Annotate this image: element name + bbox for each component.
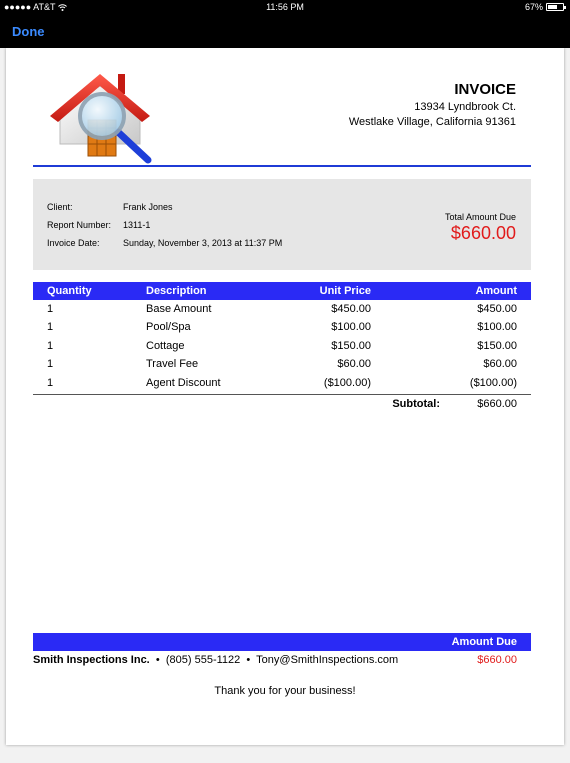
total-amount-due-label: Total Amount Due <box>444 212 516 222</box>
row-description: Agent Discount <box>146 376 221 389</box>
row-description: Travel Fee <box>146 358 199 371</box>
battery-fill <box>548 5 557 9</box>
subtotal-row <box>33 395 531 413</box>
invoice-header <box>349 81 516 130</box>
status-bar <box>0 0 570 15</box>
status-time: 11:56 PM <box>266 2 304 12</box>
row-amount: $100.00 <box>477 321 517 334</box>
header-quantity: Quantity <box>47 285 92 297</box>
subtotal-value: $660.00 <box>477 397 517 410</box>
row-description: Pool/Spa <box>146 321 191 334</box>
address-line-1: 13934 Lyndbrook Ct. <box>414 101 516 113</box>
footer-contact-line <box>33 654 531 666</box>
row-description: Cottage <box>146 339 185 352</box>
table-row <box>33 318 531 336</box>
company-phone: (805) 555-1122 <box>165 654 241 666</box>
report-number-label: Report Number: <box>47 220 112 230</box>
amount-due-header <box>33 633 531 651</box>
client-row <box>47 202 173 212</box>
row-amount: $60.00 <box>483 358 517 371</box>
row-unit-price: ($100.00) <box>323 376 371 389</box>
total-amount-due-value: $660.00 <box>450 223 516 243</box>
done-button[interactable]: Done <box>12 24 45 39</box>
invoice-date-value: Sunday, November 3, 2013 at 11:37 PM <box>123 238 283 248</box>
header-description: Description <box>146 285 207 297</box>
table-header <box>33 282 531 300</box>
client-value: Frank Jones <box>123 202 173 212</box>
amount-due-label: Amount Due <box>451 636 517 648</box>
company-name: Smith Inspections Inc. <box>33 654 150 666</box>
battery-status <box>525 2 564 12</box>
header-unit-price: Unit Price <box>319 285 371 297</box>
row-description: Base Amount <box>146 303 212 315</box>
header-divider <box>33 165 531 167</box>
battery-icon <box>546 3 564 11</box>
invoice-date-row <box>47 238 282 248</box>
amount-due-value: $660.00 <box>477 654 517 666</box>
address-line-2: Westlake Village, California 91361 <box>348 116 516 128</box>
report-number-value: 1311-1 <box>123 220 151 230</box>
row-amount: ($100.00) <box>469 376 517 389</box>
table-row <box>33 300 531 318</box>
row-unit-price: $100.00 <box>331 321 371 334</box>
carrier-text: ●●●●● AT&T <box>4 2 67 12</box>
separator-dot: • <box>246 654 251 666</box>
row-quantity: 1 <box>47 339 54 352</box>
row-quantity: 1 <box>47 303 54 315</box>
invoice-title: INVOICE <box>454 81 516 98</box>
report-number-row <box>47 220 150 230</box>
row-quantity: 1 <box>47 376 54 389</box>
invoice-page <box>6 48 564 745</box>
table-row <box>33 355 531 373</box>
invoice-date-label: Invoice Date: <box>47 238 100 248</box>
row-amount: $150.00 <box>477 339 517 352</box>
header-amount: Amount <box>475 285 517 297</box>
nav-bar <box>0 15 570 48</box>
row-quantity: 1 <box>47 358 54 371</box>
separator-dot: • <box>155 654 160 666</box>
table-row <box>33 374 531 392</box>
table-row <box>33 337 531 355</box>
client-info-box <box>33 179 531 270</box>
row-quantity: 1 <box>47 321 54 334</box>
line-items-table <box>33 282 531 413</box>
row-amount: $450.00 <box>477 303 517 315</box>
company-email: Tony@SmithInspections.com <box>256 654 399 666</box>
subtotal-label: Subtotal: <box>392 397 440 410</box>
house-magnifier-logo <box>46 68 156 164</box>
thank-you-note: Thank you for your business! <box>214 685 356 697</box>
row-unit-price: $450.00 <box>331 303 371 315</box>
row-unit-price: $60.00 <box>337 358 371 371</box>
battery-percent: 67% <box>524 2 543 12</box>
row-unit-price: $150.00 <box>331 339 371 352</box>
client-label: Client: <box>47 202 73 212</box>
